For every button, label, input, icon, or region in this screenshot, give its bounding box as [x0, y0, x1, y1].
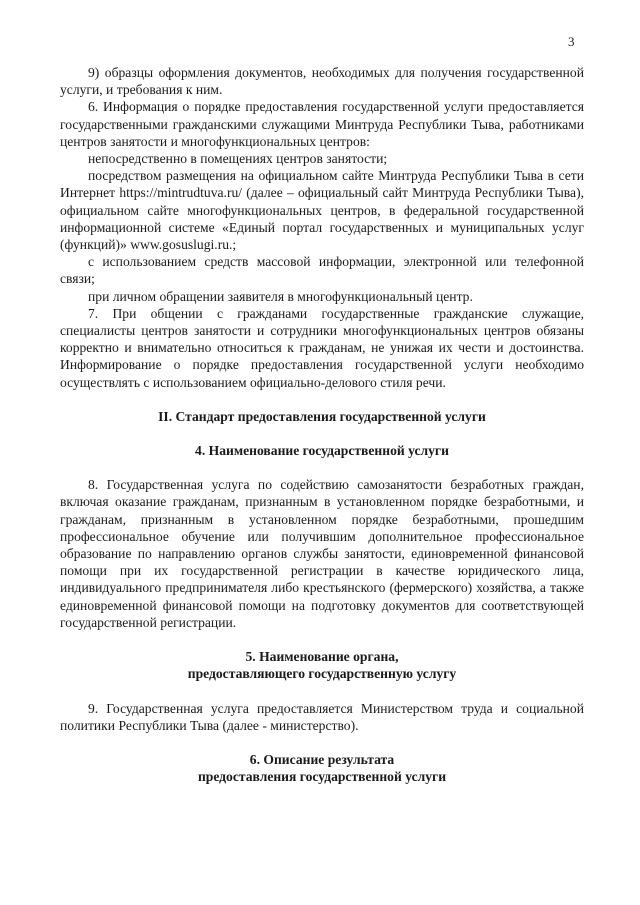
subsection-5-heading-line-1: 5. Наименование органа, [245, 649, 399, 665]
paragraph-6-list-item: непосредственно в помещениях центров занятости; [88, 151, 388, 167]
paragraph-6-list-item: при личном обращении заявителя в многофункциональный центр. [88, 288, 473, 304]
page-number: 3 [568, 34, 575, 49]
item-9-continuation: 9) образцы оформления документов, необходимых для получения государственной услуги, и требования к ним. [60, 65, 584, 98]
paragraph-8: 8. Государственная услуга по содействию самозанятости безработных граждан, включая оказание гражданам, признанным в установленном порядке безработными, и гражданам, признанным в установленном порядке безработными, прошедшим профессиональное обучение или получившим дополнительное профессиональное образование по направлению органов службы занятости, единовременной финансовой помощи при их государственной регистрации в качестве юридического лица, индивидуального предпринимателя либо крестьянского (фермерского) хозяйства, а также единовременной финансовой помощи на подготовку документов для соответствующей государственной регистрации. [60, 477, 584, 630]
subsection-5-heading-line-2: предоставляющего государственную услугу [187, 666, 457, 682]
paragraph-9: 9. Государственная услуга предоставляется Министерством труда и социальной политики Республики Тыва (далее - министерство). [60, 700, 584, 733]
subsection-6-heading-line-1: 6. Описание результата [249, 751, 395, 767]
subsection-6-heading-line-2: предоставления государственной услуги [197, 769, 447, 785]
document-body [60, 64, 584, 785]
paragraph-6-list-item: посредством размещения на официальном сайте Минтруда Республики Тыва в сети Интернет https://mintrudtuva.ru/ (далее – официальный сайт Минтруда Республики Тыва), официальном сайте многофункциональных центров, в федеральной государственной информационной системе «Единый портал государственных и муниципальных услуг (функций)» www.gosuslugi.ru.; [60, 168, 584, 253]
subsection-4-heading: 4. Наименование государственной услуги [195, 443, 449, 459]
paragraph-6-list-item: с использованием средств массовой информации, электронной или телефонной связи; [60, 254, 584, 287]
paragraph-7: 7. При общении с гражданами государственные гражданские служащие, специалисты центров занятости и сотрудники многофункциональных центров обязаны корректно и внимательно относиться к гражданам, не унижая их чести и достоинства. Информирование о порядке предоставления государственной услуги необходимо осуществлять с использованием официально-делового стиля речи. [60, 305, 584, 390]
section-2-heading: II. Стандарт предоставления государственной услуги [158, 408, 486, 424]
paragraph-6: 6. Информация о порядке предоставления государственной услуги предоставляется государственными гражданскими служащими Минтруда Республики Тыва, работниками центров занятости и многофункциональных центров: [60, 99, 584, 149]
